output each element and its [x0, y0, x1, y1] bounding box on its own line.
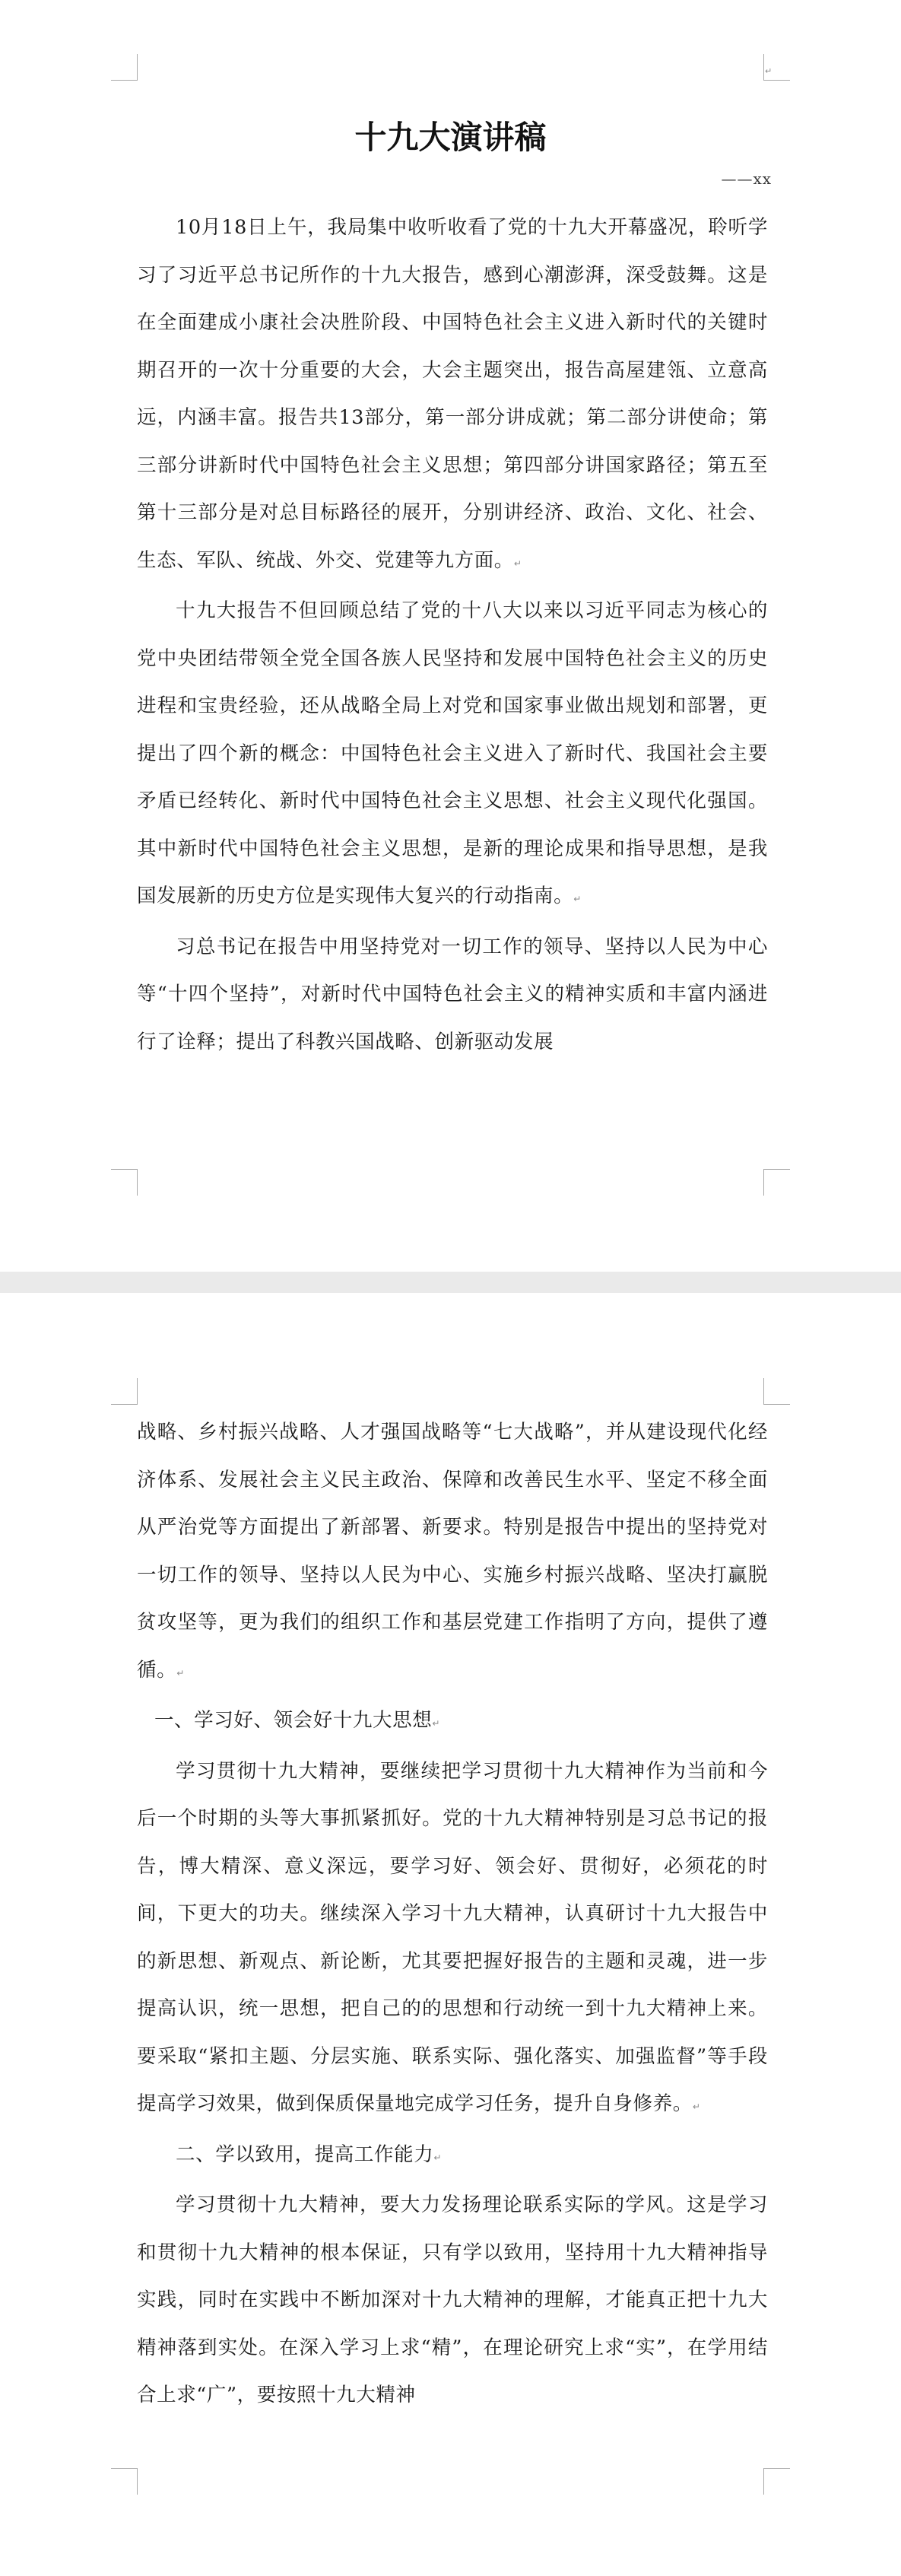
crop-mark-top-right — [763, 1378, 790, 1405]
document-page-2 — [0, 1293, 901, 2576]
paragraph-5: 学习贯彻十九大精神，要大力发扬理论联系实际的学风。这是学习和贯彻十九大精神的根本保证，只有学以致用，坚持用十九大精神指导实践，同时在实践中不断加深对十九大精神的理解，才能真正把十九大精神落到实处。在深入学习上求“精”，在理论研究上求“实”，在学用结合上求“广”，要按照十九大精神 — [137, 2193, 768, 2406]
section-heading-1: 一、学习好、领会好十九大思想↵ — [154, 1709, 440, 1732]
paragraph-mark: ↵ — [765, 66, 773, 76]
document-author: ——xx — [721, 170, 772, 188]
page-2-body — [137, 1409, 768, 2419]
document-title: 十九大演讲稿 — [354, 119, 547, 156]
section-heading-2: 二、学以致用，提高工作能力↵ — [176, 2142, 442, 2166]
paragraph-2: 十九大报告不但回顾总结了党的十八大以来以习近平同志为核心的党中央团结带领全党全国各族人民坚持和发展中国特色社会主义的历史进程和宝贵经验，还从战略全局上对党和国家事业做出规划和部署，更提出了四个新的概念：中国特色社会主义进入了新时代、我国社会主要矛盾已经转化、新时代中国特色社会主义思想、社会主义现代化强国。其中新时代中国特色社会主义思想，是新的理论成果和指导思想，是我国发展新的历史方位是实现伟大复兴的行动指南。↵ — [137, 599, 768, 907]
page-1-body — [137, 204, 768, 1066]
crop-mark-bottom-right — [763, 2468, 790, 2495]
paragraph-1: 10月18日上午，我局集中收听收看了党的十九大开幕盛况，聆听学习了习近平总书记所作的十九大报告，感到心潮澎湃，深受鼓舞。这是在全面建成小康社会决胜阶段、中国特色社会主义进入新时代的关键时期召开的一次十分重要的大会，大会主题突出，报告高屋建瓴、立意高远，内涵丰富。报告共13部分，第一部分讲成就；第二部分讲使命；第三部分讲新时代中国特色社会主义思想；第四部分讲国家路径；第五至第十三部分是对总目标路径的展开，分别讲经济、政治、文化、社会、生态、军队、统战、外交、党建等九方面。↵ — [137, 216, 768, 572]
paragraph-3-continued: 战略、乡村振兴战略、人才强国战略等“七大战略”，并从建设现代化经济体系、发展社会主义民主政治、保障和改善民生水平、坚定不移全面从严治党等方面提出了新部署、新要求。特别是报告中提出的坚持党对一切工作的领导、坚持以人民为中心、实施乡村振兴战略、坚决打赢脱贫攻坚等，更为我们的组织工作和基层党建工作指明了方向，提供了遵循。↵ — [137, 1421, 768, 1682]
crop-mark-bottom-left — [111, 1169, 138, 1196]
crop-mark-bottom-right — [763, 1169, 790, 1196]
paragraph-3: 习总书记在报告中用坚持党对一切工作的领导、坚持以人民为中心等“十四个坚持”，对新时代中国特色社会主义的精神实质和丰富内涵进行了诠释；提出了科教兴国战略、创新驱动发展 — [137, 935, 768, 1053]
crop-mark-bottom-left — [111, 2468, 138, 2495]
document-page-1 — [0, 0, 901, 1272]
crop-mark-top-left — [111, 1378, 138, 1405]
crop-mark-top-left — [111, 54, 138, 81]
paragraph-4: 学习贯彻十九大精神，要继续把学习贯彻十九大精神作为当前和今后一个时期的头等大事抓紧抓好。党的十九大精神特别是习总书记的报告，博大精深、意义深远，要学习好、领会好、贯彻好，必须花的时间，下更大的功夫。继续深入学习十九大精神，认真研讨十九大报告中的新思想、新观点、新论断，尤其要把握好报告的主题和灵魂，进一步提高认识，统一思想，把自己的的思想和行动统一到十九大精神上来。要采取“紧扣主题、分层实施、联系实际、强化落实、加强监督”等手段提高学习效果，做到保质保量地完成学习任务，提升自身修养。↵ — [137, 1759, 768, 2115]
